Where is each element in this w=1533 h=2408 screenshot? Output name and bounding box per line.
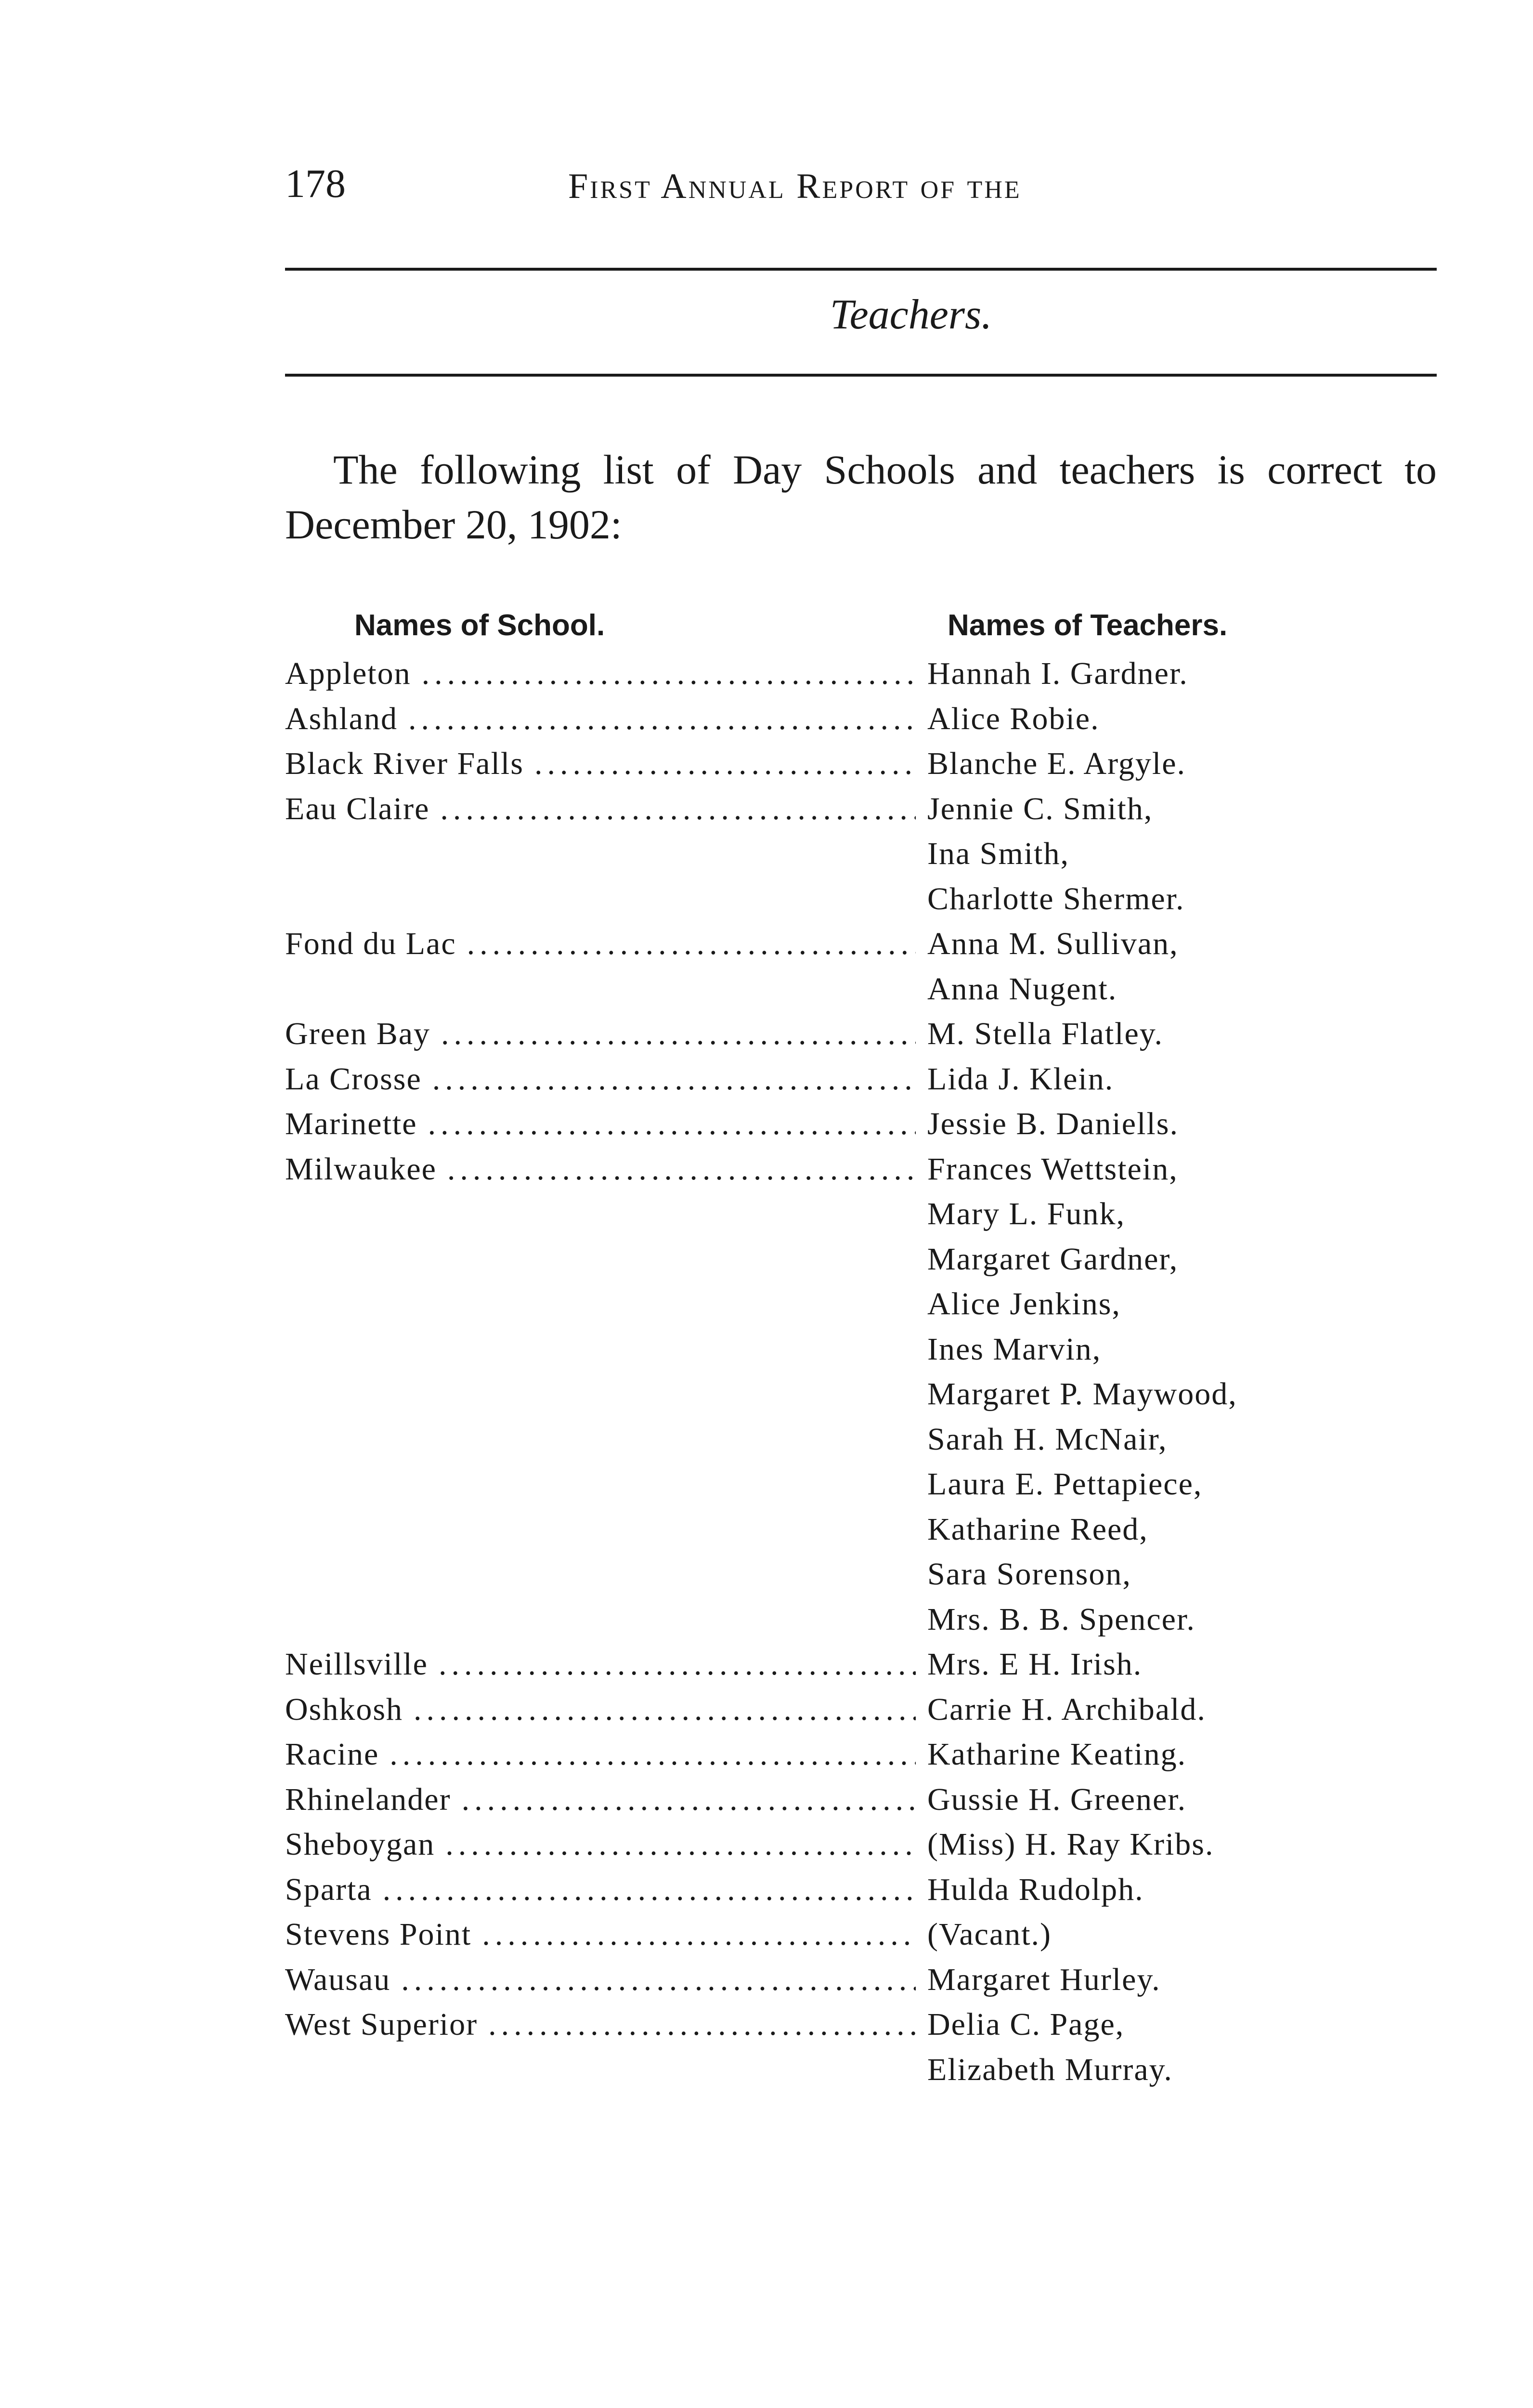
school-name: Black River Falls bbox=[285, 746, 524, 781]
school-name: Fond du Lac bbox=[285, 926, 456, 961]
column-header-teachers: Names of Teachers. bbox=[948, 609, 1228, 642]
dot-leader bbox=[422, 651, 916, 696]
teacher-name: Laura E. Pettapiece, bbox=[927, 1466, 1203, 1502]
dot-leader bbox=[414, 1687, 916, 1732]
teacher-name: Lida J. Klein. bbox=[927, 1061, 1114, 1097]
teacher-name: Elizabeth Murray. bbox=[927, 2052, 1173, 2087]
list-item bbox=[285, 1912, 1441, 1957]
teacher-name: Alice Robie. bbox=[927, 701, 1100, 736]
list-item bbox=[285, 1597, 1441, 1642]
teacher-name: Sarah H. McNair, bbox=[927, 1421, 1168, 1457]
school-name: Racine bbox=[285, 1737, 379, 1772]
school-name: Wausau bbox=[285, 1962, 391, 1997]
school-name: Stevens Point bbox=[285, 1917, 472, 1952]
dot-leader bbox=[482, 1912, 916, 1957]
list-item bbox=[285, 1101, 1441, 1147]
dot-leader bbox=[441, 1011, 916, 1057]
list-item bbox=[285, 1957, 1441, 2002]
list-item bbox=[285, 831, 1441, 877]
list-item bbox=[285, 1732, 1441, 1777]
dot-leader bbox=[432, 1057, 916, 1102]
dot-leader bbox=[428, 1101, 916, 1147]
school-cell bbox=[285, 1147, 916, 1192]
teacher-name: (Vacant.) bbox=[927, 1917, 1052, 1952]
teacher-name: Jessie B. Daniells. bbox=[927, 1106, 1179, 1141]
teacher-name: Ina Smith, bbox=[927, 836, 1069, 871]
teacher-name: Katharine Reed, bbox=[927, 1511, 1148, 1547]
teacher-name: Mrs. E H. Irish. bbox=[927, 1647, 1143, 1682]
school-cell bbox=[285, 741, 916, 786]
teacher-name: Hannah I. Gardner. bbox=[927, 656, 1188, 691]
dot-leader bbox=[408, 696, 916, 742]
teacher-name: Gussie H. Greener. bbox=[927, 1781, 1187, 1817]
dot-leader bbox=[488, 2002, 916, 2047]
list-item bbox=[285, 921, 1441, 967]
list-item bbox=[285, 2002, 1441, 2047]
list-item bbox=[285, 967, 1441, 1012]
running-head: First Annual Report of the bbox=[568, 167, 1022, 206]
list-item bbox=[285, 877, 1441, 922]
teacher-name: Margaret P. Maywood, bbox=[927, 1376, 1237, 1412]
school-name: La Crosse bbox=[285, 1061, 422, 1097]
school-teacher-list bbox=[285, 651, 1441, 2092]
page-number: 178 bbox=[285, 161, 346, 206]
school-cell bbox=[285, 1732, 916, 1777]
school-cell bbox=[285, 2002, 916, 2047]
list-item bbox=[285, 2047, 1441, 2093]
school-cell bbox=[285, 696, 916, 742]
list-item bbox=[285, 1642, 1441, 1687]
list-item bbox=[285, 1507, 1441, 1552]
dot-leader bbox=[447, 1147, 916, 1192]
school-name: Eau Claire bbox=[285, 791, 430, 826]
dot-leader bbox=[534, 741, 916, 786]
school-name: West Superior bbox=[285, 2007, 478, 2042]
school-cell bbox=[285, 1867, 916, 1912]
teacher-name: Blanche E. Argyle. bbox=[927, 746, 1186, 781]
list-item bbox=[285, 1237, 1441, 1282]
list-item bbox=[285, 1777, 1441, 1822]
school-cell bbox=[285, 1011, 916, 1057]
school-name: Sparta bbox=[285, 1871, 372, 1907]
top-rule bbox=[285, 268, 1437, 271]
list-item bbox=[285, 1057, 1441, 1102]
list-item bbox=[285, 1011, 1441, 1057]
teacher-name: Margaret Gardner, bbox=[927, 1241, 1179, 1277]
teacher-name: Mary L. Funk, bbox=[927, 1196, 1125, 1231]
teacher-name: Carrie H. Archibald. bbox=[927, 1691, 1206, 1727]
school-name: Milwaukee bbox=[285, 1151, 437, 1187]
bottom-rule bbox=[285, 374, 1437, 377]
school-cell bbox=[285, 1912, 916, 1957]
school-name: Rhinelander bbox=[285, 1781, 451, 1817]
intro-paragraph: The following list of Day Schools and teachers is correct to December 20, 1902: bbox=[285, 446, 1437, 548]
school-name: Neillsville bbox=[285, 1647, 428, 1682]
teacher-name: Anna M. Sullivan, bbox=[927, 926, 1179, 961]
list-item bbox=[285, 1687, 1441, 1732]
list-item bbox=[285, 1282, 1441, 1327]
list-item bbox=[285, 651, 1441, 696]
school-name: Oshkosh bbox=[285, 1691, 403, 1727]
teacher-name: Charlotte Shermer. bbox=[927, 881, 1185, 916]
list-item bbox=[285, 1867, 1441, 1912]
school-name: Ashland bbox=[285, 701, 398, 736]
teacher-name: Hulda Rudolph. bbox=[927, 1871, 1144, 1907]
teacher-name: Anna Nugent. bbox=[927, 971, 1117, 1007]
list-item bbox=[285, 1372, 1441, 1417]
teacher-name: Jennie C. Smith, bbox=[927, 791, 1153, 826]
school-cell bbox=[285, 1687, 916, 1732]
list-item bbox=[285, 786, 1441, 832]
school-cell bbox=[285, 1642, 916, 1687]
school-cell bbox=[285, 1777, 916, 1822]
school-cell bbox=[285, 1957, 916, 2002]
list-item bbox=[285, 1462, 1441, 1507]
list-item bbox=[285, 696, 1441, 742]
list-item bbox=[285, 1327, 1441, 1372]
list-item bbox=[285, 1147, 1441, 1192]
section-title: Teachers. bbox=[830, 291, 992, 338]
list-item bbox=[285, 1417, 1441, 1462]
dot-leader bbox=[445, 1822, 916, 1867]
school-name: Green Bay bbox=[285, 1016, 431, 1051]
teacher-name: (Miss) H. Ray Kribs. bbox=[927, 1827, 1214, 1862]
teacher-name: Delia C. Page, bbox=[927, 2007, 1125, 2042]
school-cell bbox=[285, 1057, 916, 1102]
column-header-school: Names of School. bbox=[354, 609, 605, 642]
list-item bbox=[285, 741, 1441, 786]
teacher-name: Katharine Keating. bbox=[927, 1737, 1187, 1772]
teacher-name: Mrs. B. B. Spencer. bbox=[927, 1601, 1195, 1637]
teacher-name: Sara Sorenson, bbox=[927, 1557, 1131, 1592]
school-cell bbox=[285, 1822, 916, 1867]
school-name: Marinette bbox=[285, 1106, 417, 1141]
school-name: Appleton bbox=[285, 656, 411, 691]
teacher-name: Ines Marvin, bbox=[927, 1331, 1102, 1367]
list-item bbox=[285, 1822, 1441, 1867]
list-item bbox=[285, 1552, 1441, 1597]
dot-leader bbox=[401, 1957, 916, 2002]
dot-leader bbox=[383, 1867, 916, 1912]
school-cell bbox=[285, 921, 916, 967]
teacher-name: M. Stella Flatley. bbox=[927, 1016, 1164, 1051]
school-cell bbox=[285, 651, 916, 696]
teacher-name: Alice Jenkins, bbox=[927, 1286, 1121, 1322]
teacher-name: Frances Wettstein, bbox=[927, 1151, 1178, 1187]
dot-leader bbox=[467, 921, 916, 967]
school-cell bbox=[285, 1101, 916, 1147]
school-name: Sheboygan bbox=[285, 1827, 435, 1862]
dot-leader bbox=[439, 1642, 916, 1687]
teacher-name: Margaret Hurley. bbox=[927, 1962, 1161, 1997]
dot-leader bbox=[440, 786, 916, 832]
school-cell bbox=[285, 786, 916, 832]
dot-leader bbox=[390, 1732, 916, 1777]
list-item bbox=[285, 1191, 1441, 1237]
dot-leader bbox=[462, 1777, 916, 1822]
